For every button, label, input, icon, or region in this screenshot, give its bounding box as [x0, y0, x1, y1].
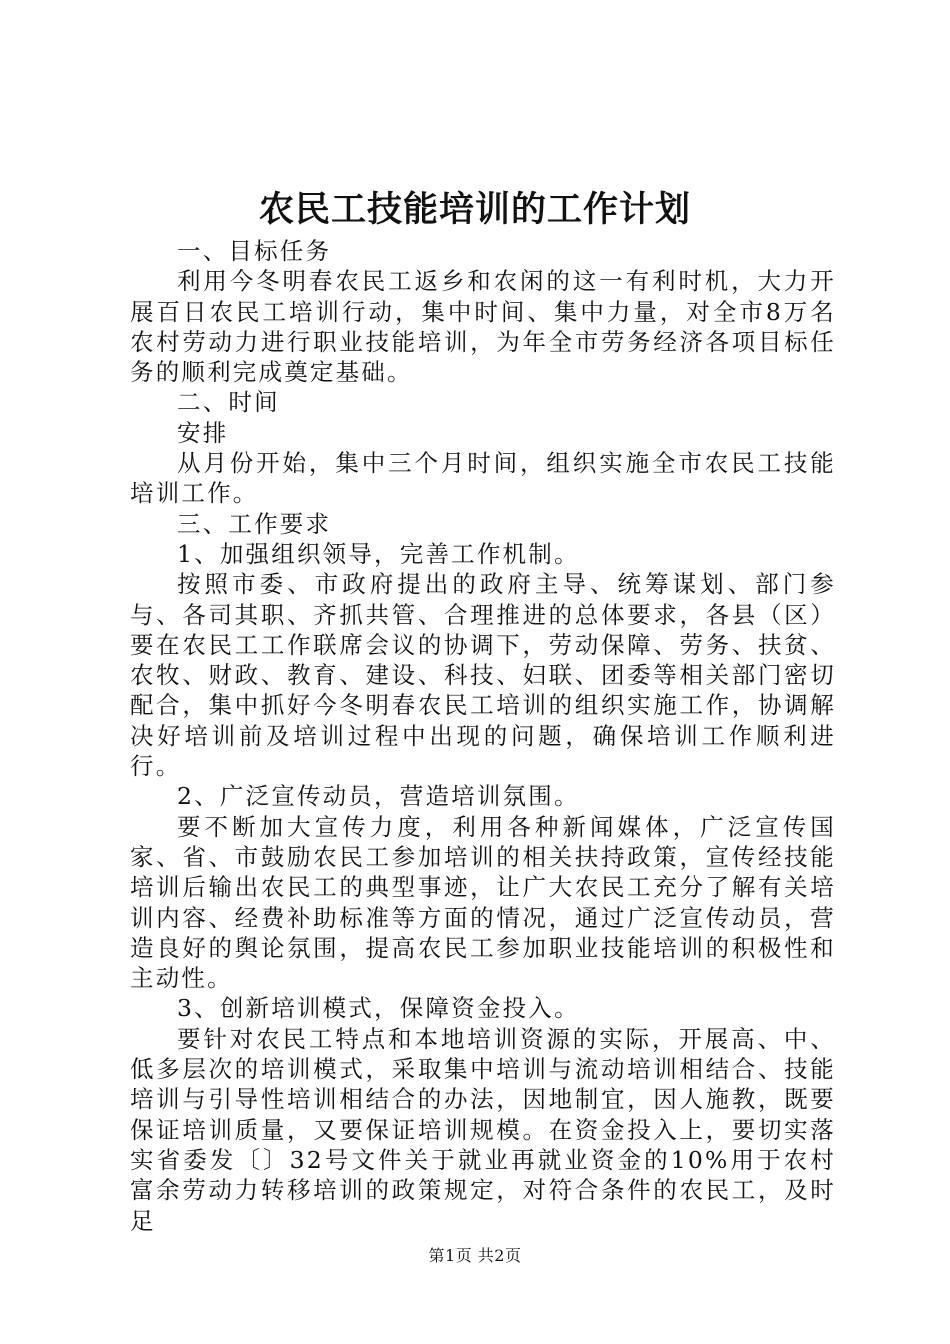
document-body [130, 236, 836, 1236]
paragraph-publicity: 要不断加大宣传力度，利用各种新闻媒体，广泛宣传国家、省、市鼓励农民工参加培训的相关扶持政策，宣传经技能培训后输出农民工的典型事迹，让广大农民工充分了解有关培训内容、经费补助标准等方面的情况，通过广泛宣传动员，营造良好的舆论氛围，提高农民工参加职业技能培训的积极性和主动性。 [130, 812, 836, 993]
paragraph-time: 从月份开始，集中三个月时间，组织实施全市农民工技能培训工作。 [130, 449, 836, 508]
paragraph-goals: 利用今冬明春农民工返乡和农闲的这一有利时机，大力开展百日农民工培训行动，集中时间、集中力量，对全市8万名农村劳动力进行职业技能培训，为年全市劳务经济各项目标任务的顺利完成奠定基础。 [130, 267, 836, 387]
subheading-organization: 1、加强组织领导，完善工作机制。 [177, 539, 580, 568]
paragraph-training-mode: 要针对农民工特点和本地培训资源的实际，开展高、中、低多层次的培训模式，采取集中培训与流动培训相结合、技能培训与引导性培训相结合的办法，因地制宜，因人施教，既要保证培训质量，又要保证培训规模。在资金投入上，要切实落实省委发〔〕32号文件关于就业再就业资金的10%用于农村富余劳动力转移培训的政策规定，对符合条件的农民工，及时足 [130, 1024, 836, 1235]
section-heading-requirements: 三、工作要求 [177, 509, 332, 538]
document-title: 农民工技能培训的工作计划 [258, 189, 691, 230]
section-heading-time: 二、时间 [177, 388, 280, 417]
subheading-training-mode: 3、创新培训模式，保障资金投入。 [177, 994, 580, 1023]
section-heading-goals: 一、目标任务 [177, 237, 332, 265]
subheading-publicity: 2、广泛宣传动员，营造培训氛围。 [177, 782, 580, 811]
page-number-footer: 第1页 共2页 [428, 1246, 522, 1265]
paragraph-organization: 按照市委、市政府提出的政府主导、统筹谋划、部门参与、各司其职、齐抓共管、合理推进的总体要求，各县（区）要在农民工工作联席会议的协调下，劳动保障、劳务、扶贫、农牧、财政、教育、建设、科技、妇联、团委等相关部门密切配合，集中抓好今冬明春农民工培训的组织实施工作，协调解决好培训前及培训过程中出现的问题，确保培训工作顺利进行。 [130, 570, 836, 781]
section-heading-arrangement: 安排 [177, 418, 229, 447]
